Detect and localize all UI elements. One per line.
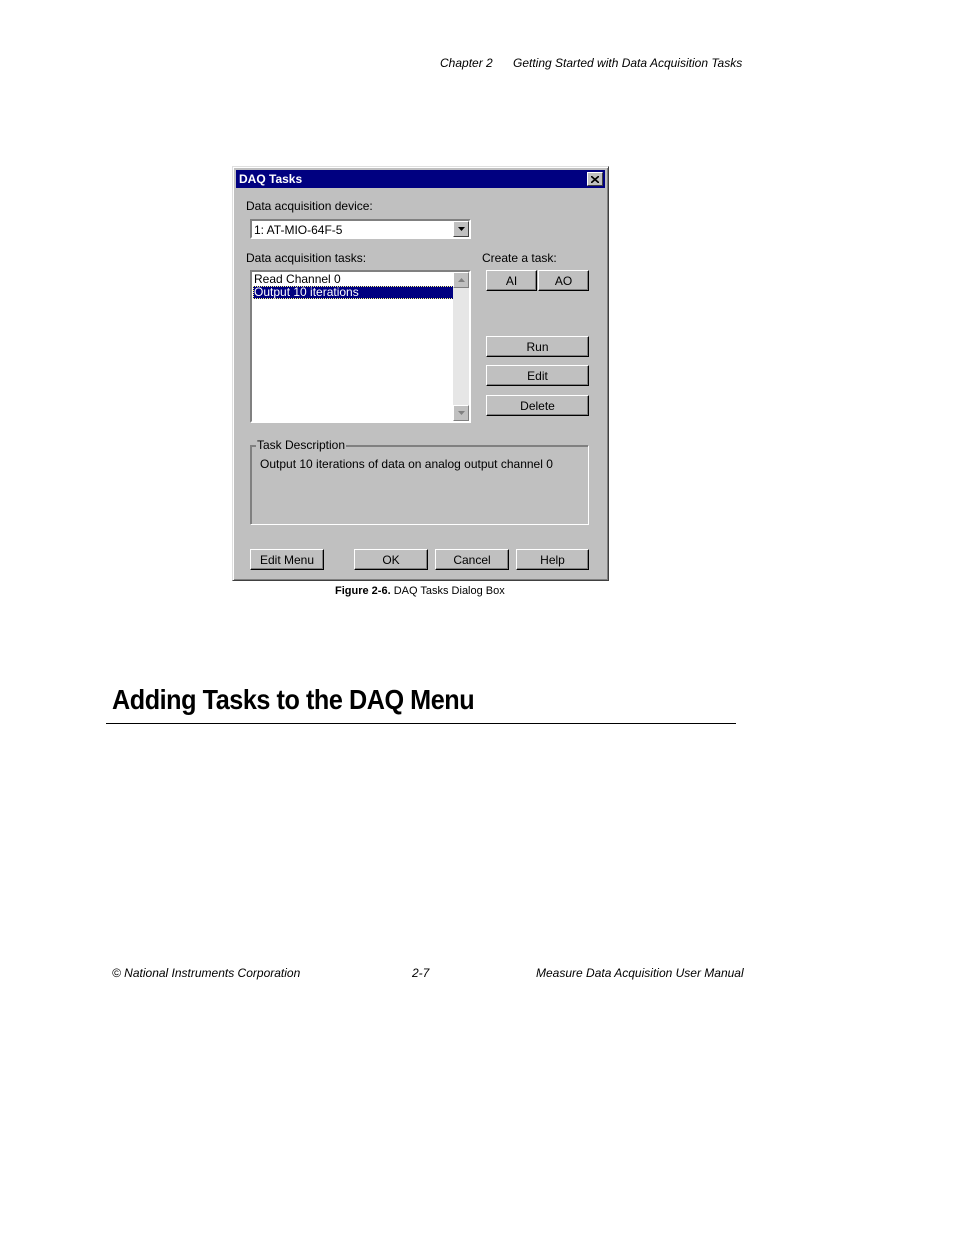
scroll-down-button[interactable] <box>453 405 469 421</box>
footer-manual-title: Measure Data Acquisition User Manual <box>536 966 744 980</box>
footer-page-number: 2-7 <box>412 966 430 980</box>
footer-copyright: © National Instruments Corporation <box>112 966 301 980</box>
header-title: Getting Started with Data Acquisition Tasks <box>513 56 743 70</box>
scroll-up-button[interactable] <box>453 272 469 288</box>
edit-menu-button[interactable]: Edit Menu <box>250 549 324 570</box>
task-description-group <box>250 438 589 525</box>
task-description-label: Task Description <box>257 438 346 452</box>
list-item[interactable]: Read Channel 0 <box>254 272 341 286</box>
delete-button[interactable]: Delete <box>486 395 589 416</box>
daq-tasks-dialog <box>232 166 609 581</box>
task-description-text: Output 10 iterations of data on analog output channel 0 <box>260 457 553 471</box>
ao-button[interactable]: AO <box>538 270 589 291</box>
device-select-arrow[interactable] <box>453 221 469 237</box>
arrow-up-icon <box>458 278 465 282</box>
device-select-value: 1: AT-MIO-64F-5 <box>254 223 343 237</box>
arrow-down-icon <box>458 411 465 415</box>
help-button[interactable]: Help <box>516 549 589 570</box>
dialog-titlebar[interactable] <box>236 170 605 188</box>
tasks-listbox[interactable] <box>250 270 471 423</box>
run-button[interactable]: Run <box>486 336 589 357</box>
cancel-button[interactable]: Cancel <box>435 549 509 570</box>
edit-button[interactable]: Edit <box>486 365 589 386</box>
tasks-label: Data acquisition tasks: <box>246 251 367 265</box>
ok-button[interactable]: OK <box>354 549 428 570</box>
ai-button[interactable]: AI <box>486 270 537 291</box>
device-select[interactable] <box>250 219 471 239</box>
figure-caption-text: DAQ Tasks Dialog Box <box>393 585 505 597</box>
tasks-scrollbar[interactable] <box>453 272 469 421</box>
heading-rule <box>106 723 736 724</box>
header-chapter: Chapter 2 <box>440 56 493 70</box>
list-item[interactable]: Output 10 iterations <box>253 286 454 299</box>
close-icon <box>591 176 599 183</box>
chevron-down-icon <box>458 227 465 231</box>
create-task-label: Create a task: <box>482 251 557 265</box>
device-label: Data acquisition device: <box>246 199 373 213</box>
figure-number: Figure 2-6. <box>335 585 391 597</box>
close-button[interactable] <box>587 172 603 186</box>
section-heading: Adding Tasks to the DAQ Menu <box>112 684 475 715</box>
figure-caption <box>335 585 505 597</box>
dialog-title: DAQ Tasks <box>239 172 303 186</box>
